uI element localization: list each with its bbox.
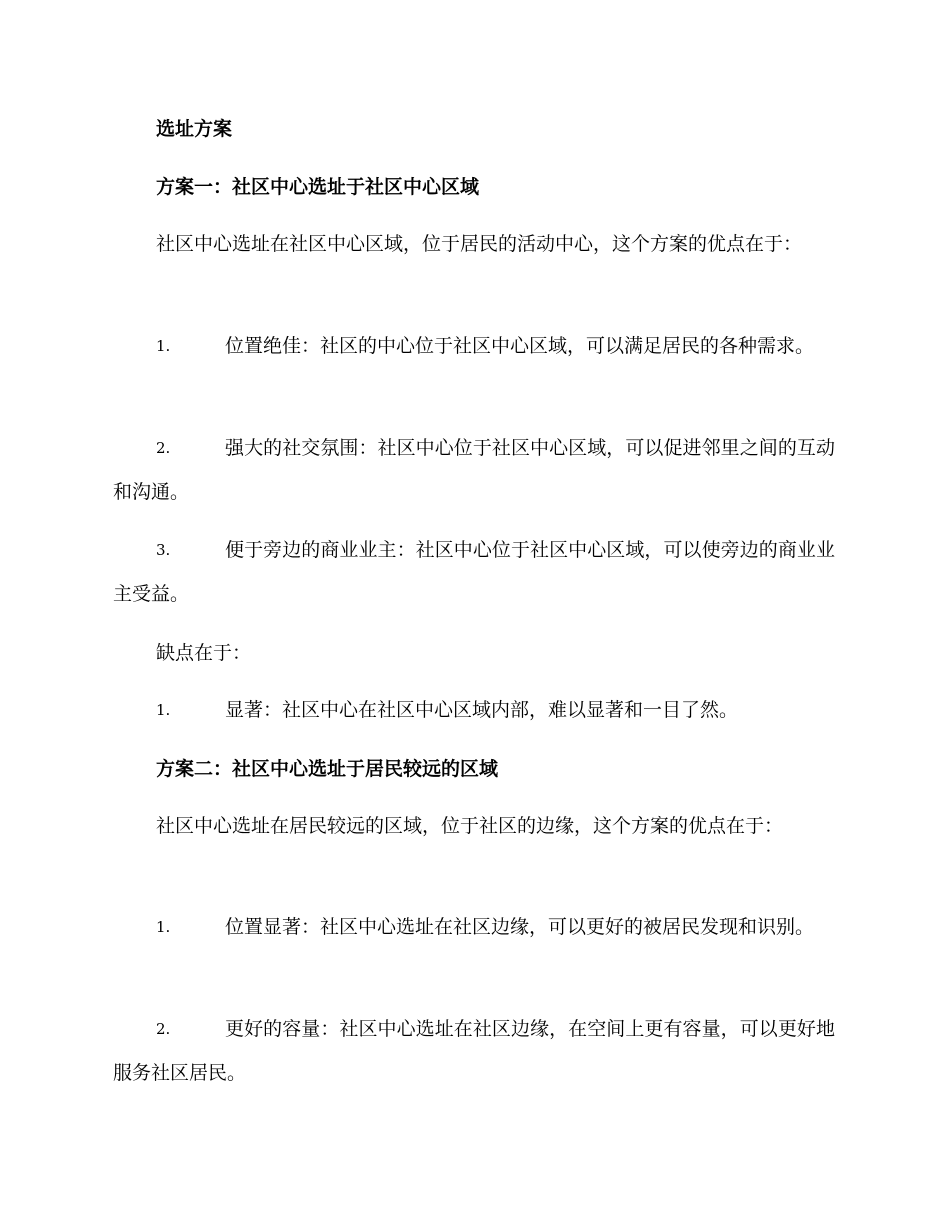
plan1-disadvantages-label: 缺点在于： <box>156 642 252 664</box>
plan1-intro: 社区中心选址在社区中心区域，位于居民的活动中心，这个方案的优点在于： <box>156 233 803 255</box>
plan2-intro: 社区中心选址在居民较远的区域，位于社区的边缘，这个方案的优点在于： <box>156 815 784 837</box>
plan2-advantage-1 <box>113 905 835 949</box>
list-text: 位置绝佳：社区的中心位于社区中心区域，可以满足居民的各种需求。 <box>225 335 815 357</box>
plan2-advantage-2 <box>113 1007 835 1095</box>
list-number: 3. <box>156 541 171 559</box>
list-number: 2. <box>156 1020 171 1038</box>
list-text: 更好的容量：社区中心选址在社区边缘，在空间上更有容量，可以更好地服务社区居民。 <box>113 1018 835 1084</box>
list-text: 便于旁边的商业业主：社区中心位于社区中心区域，可以使旁边的商业业主受益。 <box>113 539 835 605</box>
plan1-advantage-3 <box>113 528 835 616</box>
plan1-heading: 方案一：社区中心选址于社区中心区域 <box>156 176 480 198</box>
list-text: 位置显著：社区中心选址在社区边缘，可以更好的被居民发现和识别。 <box>225 916 815 938</box>
list-text: 强大的社交氛围：社区中心位于社区中心区域，可以促进邻里之间的互动和沟通。 <box>113 437 835 503</box>
plan2-heading: 方案二：社区中心选址于居民较远的区域 <box>156 758 499 780</box>
document-title: 选址方案 <box>156 118 233 140</box>
plan1-disadvantage-1 <box>113 688 835 732</box>
list-number: 2. <box>156 439 171 457</box>
list-number: 1. <box>156 701 171 719</box>
list-number: 1. <box>156 918 171 936</box>
plan1-advantage-2 <box>113 426 835 514</box>
list-number: 1. <box>156 337 171 355</box>
list-text: 显著：社区中心在社区中心区域内部，难以显著和一目了然。 <box>225 699 739 721</box>
plan1-advantage-1 <box>113 324 835 368</box>
